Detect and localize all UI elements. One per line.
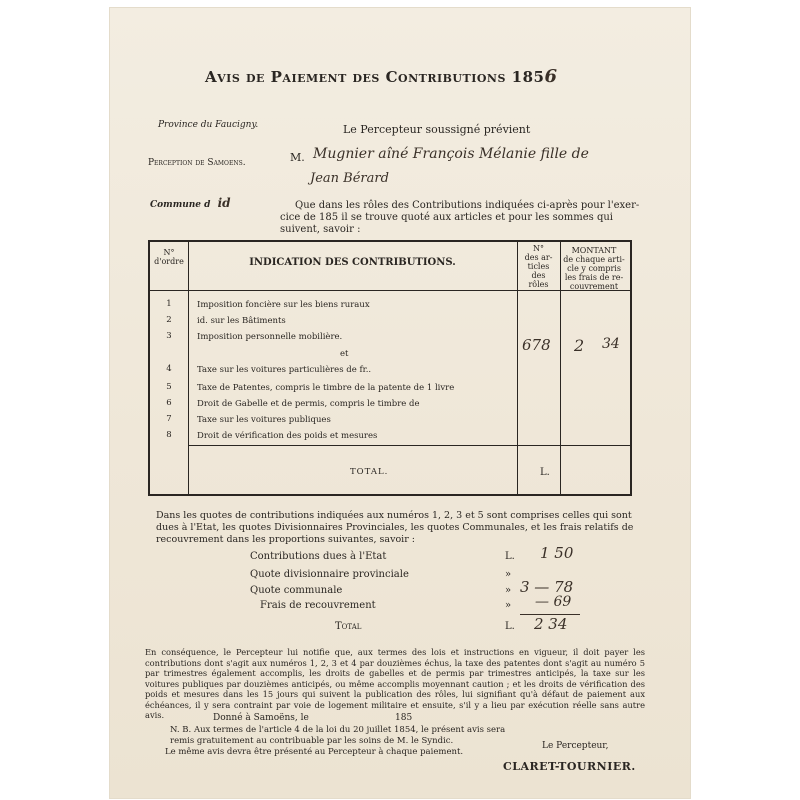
province-label: Province du Faucigny. xyxy=(158,120,259,130)
commune-handwritten: id xyxy=(217,196,231,210)
row-number: 2 xyxy=(166,315,172,325)
monsieur-label: M. xyxy=(290,151,305,164)
percepteur-label: Le Percepteur, xyxy=(542,741,609,751)
quote-item-unit: » xyxy=(505,569,512,580)
quote-item-label: Frais de recouvrement xyxy=(260,600,376,611)
quotes-intro-1: Dans les quotes de contributions indiquées aux numéros 1, 2, 3 et 5 sont comprises celles qui sont xyxy=(156,510,632,521)
quote-item-unit: » xyxy=(505,585,512,596)
table-divider xyxy=(188,242,189,494)
quote-item-unit: » xyxy=(505,600,512,611)
quote-item-label: Quote divisionnaire provinciale xyxy=(250,569,409,580)
quotes-total-label: Total xyxy=(335,621,362,632)
percepteur-signature: CLARET-TOURNIER. xyxy=(503,760,636,773)
row-number: 7 xyxy=(166,414,172,424)
row-label: Imposition personnelle mobilière. xyxy=(197,332,343,342)
quotes-total-unit: L. xyxy=(505,621,515,632)
nb-line-2: remis gratuitement au contribuable par les soins de M. le Syndic. xyxy=(170,736,454,746)
row-label: Taxe sur les voitures particulières de fr.. xyxy=(197,365,372,375)
intro-line-1: Que dans les rôles des Contributions indiquées ci-après pour l'exer- xyxy=(295,200,640,211)
table-total-unit: L. xyxy=(540,467,550,478)
quote-item-hand: 1 50 xyxy=(540,544,574,562)
document-sheet xyxy=(110,8,690,798)
title-text: Avis de Paiement des Contributions 185 xyxy=(205,68,545,86)
amount-centimes-handwritten: 34 xyxy=(602,336,620,352)
document-title xyxy=(205,66,558,87)
col-header-indication: INDICATION DES CONTRIBUTIONS. xyxy=(249,257,456,268)
row-label: Droit de Gabelle et de permis, compris le timbre de xyxy=(197,399,420,409)
quotes-total-hand: 2 34 xyxy=(534,615,568,633)
row-number: 8 xyxy=(166,430,172,440)
title-year-handwritten: 6 xyxy=(544,66,558,87)
quote-item-label: Contributions dues à l'Etat xyxy=(250,551,387,562)
taxpayer-name-handwritten-2: Jean Bérard xyxy=(310,171,389,186)
row-number: 3 xyxy=(166,331,172,341)
intro-line-2: cice de 185 il se trouve quoté aux articles et pour les sommes qui xyxy=(280,212,614,223)
row-label: Imposition foncière sur les biens ruraux xyxy=(197,300,370,310)
col-header-articles: N° des ar- ticles des rôles xyxy=(524,244,553,289)
col-header-ordre: N° d'ordre xyxy=(154,248,184,266)
quote-item-label: Quote communale xyxy=(250,585,343,596)
amount-lire-handwritten: 2 xyxy=(574,336,585,355)
row-number: 4 xyxy=(166,364,172,374)
intro-line-3: suivent, savoir : xyxy=(280,224,361,235)
footer-paragraph: En conséquence, le Percepteur lui notifie que, aux termes des lois et instructions en vigueur, il doit payer les contributions dont s'agit aux numéros 1, 2, 3 et 4 par douzièmes échus, la taxe des patentes dont s'agit au numéro 5 par trimestres également accomplis, les droits de gabelles et de permis par trimestres anticipés, la taxe sur les voitures publiques par douzièmes anticipés, ou même accomplis moyennant caution ; et les droits de vérification des poids et mesures dans les 15 jours qui suivent la publication des rôles, lui signifiant qu'à défaut de paiement aux échéances, il y sera contraint par voie de logement militaire et ensuite, s'il y a lieu par exécution réelle sans autre avis. xyxy=(145,647,645,720)
row-number: 6 xyxy=(166,398,172,408)
table-total-label: TOTAL. xyxy=(350,467,389,477)
commune-text: Commune d xyxy=(150,200,211,210)
donne-line: Donné à Samoëns, le xyxy=(213,713,309,723)
quotes-intro-3: recouvrement dans les proportions suivantes, savoir : xyxy=(156,534,415,545)
quote-item-hand: 3 — 78 xyxy=(520,578,574,596)
col-header-montant: MONTANT de chaque arti- cle y compris les frais de re- couvrement xyxy=(563,246,625,291)
taxpayer-name-handwritten: Mugnier aîné François Mélanie fille de xyxy=(313,146,589,162)
row-label: Taxe sur les voitures publiques xyxy=(197,415,331,425)
table-header-rule xyxy=(150,290,630,291)
quotes-intro-2: dues à l'Etat, les quotes Divisionnaires Provinciales, les quotes Communales, et les frais relatifs de xyxy=(156,522,634,533)
quote-item-unit: L. xyxy=(505,551,515,562)
row-label: et xyxy=(340,349,349,359)
donne-year: 185 xyxy=(395,713,413,723)
nb-line-3: Le même avis devra être présenté au Percepteur à chaque paiement. xyxy=(165,747,464,757)
row-label: Taxe de Patentes, compris le timbre de la patente de 1 livre xyxy=(197,383,455,393)
article-number-handwritten: 678 xyxy=(522,336,551,354)
quote-item-hand: — 69 xyxy=(535,594,572,610)
row-label: id. sur les Bâtiments xyxy=(197,316,286,326)
perception-label: Perception de Samoens. xyxy=(148,158,246,168)
row-label: Droit de vérification des poids et mesures xyxy=(197,431,378,441)
row-number: 1 xyxy=(166,299,172,309)
nb-line-1: N. B. Aux termes de l'article 4 de la loi du 20 juillet 1854, le présent avis sera xyxy=(170,725,506,735)
commune-label xyxy=(150,196,231,210)
table-body-rule xyxy=(188,445,630,446)
row-number: 5 xyxy=(166,382,172,392)
percepteur-notice: Le Percepteur soussigné prévient xyxy=(343,123,531,136)
contributions-table xyxy=(148,240,632,496)
